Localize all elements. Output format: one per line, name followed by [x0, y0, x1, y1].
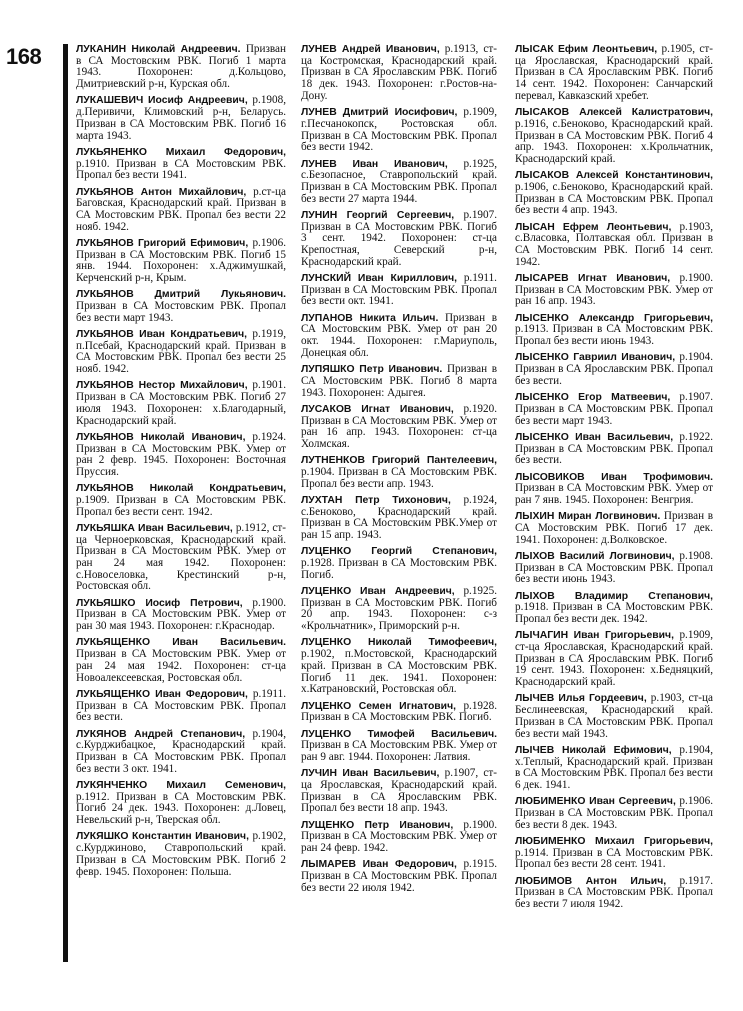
- entry-text: р.1913, ст-ца Костромская, Краснодарский край. Призван в СА Ярославским РВК. Погиб 18 дек. 1943. Похоронен: г.Ростов-на-Дону.: [301, 43, 497, 102]
- list-item: [76, 95, 286, 142]
- entry-name: ЛУКЬЯНОВ Иван Кондратьевич,: [76, 329, 248, 341]
- entry-text: Призван в СА Мостовским РВК. Погиб 8 марта 1943. Похоронен: Адыгея.: [301, 363, 497, 399]
- entry-name: ЛЫЧАГИН Иван Григорьевич,: [515, 630, 674, 642]
- entry-text: Призван в СА Мостовским РВК. Умер от ран 20 окт. 1944. Похоронен: г.Мариуполь, Донецкая обл.: [301, 311, 497, 359]
- entry-text: Призван в СА Мостовским РВК. Умер от ран 24 мая 1942. Похоронен: ст-ца Новоалексеевская, Ростовская обл.: [76, 648, 286, 684]
- list-item: [76, 147, 286, 182]
- entry-text: р.1924. Призван в СА Мостовским РВК. Умер от ран 2 февр. 1945. Похоронен: Восточная Пруссия.: [76, 430, 286, 478]
- list-item: [515, 511, 713, 546]
- entry-name: ЛУКЬЯШКО Иосиф Петрович,: [76, 597, 243, 609]
- list-item: [301, 313, 497, 360]
- list-item: [76, 483, 286, 518]
- entry-text: Призван в СА Мостовским РВК. Погиб 17 дек. 1941. Похоронен: д.Волковское.: [515, 510, 713, 546]
- entry-name: ЛУЩЕНКО Петр Иванович,: [301, 819, 454, 831]
- entry-text: р.1908, д.Перивичи, Климовский р-н, Беларусь. Призван в СА Мостовским РВК. Погиб 16 марта 1943.: [76, 94, 286, 142]
- list-item: [301, 586, 497, 633]
- list-item: [76, 831, 286, 878]
- list-item: [301, 768, 497, 815]
- entry-text: р.1922. Призван в СА Мостовским РВК. Пропал без вести.: [515, 430, 713, 467]
- list-item: [301, 159, 497, 206]
- entry-text: р.1903, ст-ца Беслинеевская, Краснодарский край. Призван в СА Мостовским РВК. Пропал без вести май 1943.: [515, 692, 713, 740]
- entry-name: ЛУЦЕНКО Иван Андреевич,: [301, 586, 455, 598]
- entry-name: ЛЫСАРЕВ Игнат Иванович,: [515, 273, 671, 285]
- entry-text: р.1913. Призван в СА Мостовским РВК. Пропал без вести июнь 1943.: [515, 323, 713, 348]
- list-item: [301, 210, 497, 269]
- entry-name: ЛУКЬЯШКА Иван Васильевич,: [76, 522, 233, 534]
- entry-text: р.1907. Призван в СА Мостовским РВК. Пропал без вести март 1943.: [515, 391, 713, 427]
- entry-name: ЛУКЯНЧЕНКО Михаил Семенович,: [76, 779, 286, 791]
- entry-name: ЛУСАКОВ Игнат Иванович,: [301, 403, 454, 415]
- entry-text: р.1904, с.Курджибацкое, Краснодарский край. Призван в СА Мостовским РВК. Пропал без вести 3 окт. 1941.: [76, 727, 287, 775]
- entry-text: р.1925, с.Безопасное, Ставропольский край. Призван в СА Мостовским РВК. Пропал без вести 27 марта 1944.: [301, 157, 497, 205]
- entry-name: ЛЮБИМЕНКО Иван Сергеевич,: [515, 796, 676, 808]
- list-item: [515, 44, 713, 103]
- entry-name: ЛУКЯНОВ Андрей Степанович,: [76, 728, 246, 740]
- list-item: [301, 44, 497, 103]
- list-item: [515, 352, 713, 387]
- entry-name: ЛЮБИМЕНКО Михаил Григорьевич,: [515, 835, 713, 847]
- list-item: [515, 170, 713, 217]
- margin-rule: [63, 44, 68, 962]
- list-item: [301, 107, 497, 154]
- entry-name: ЛУЧИН Иван Васильевич,: [301, 768, 440, 780]
- list-item: [515, 745, 713, 792]
- entry-name: ЛУЦЕНКО Тимофей Васильевич.: [301, 728, 497, 740]
- entry-text: р.1911. Призван в СА Мостовским РВК. Пропал без вести окт. 1941.: [301, 272, 497, 308]
- entry-name: ЛУКЬЯНОВ Николай Иванович,: [76, 431, 246, 443]
- entry-text: р.1904. Призван в СА Мостовским РВК. Пропал без вести апр. 1943.: [301, 465, 497, 490]
- list-item: [76, 523, 286, 593]
- entry-name: ЛУХТАН Петр Тихонович,: [301, 494, 451, 506]
- entry-name: ЛУНЕВ Дмитрий Иосифович,: [301, 107, 458, 119]
- list-item: [515, 273, 713, 308]
- list-item: [301, 273, 497, 308]
- entry-name: ЛЫХОВ Василий Логвинович,: [515, 550, 675, 562]
- list-item: [515, 836, 713, 871]
- list-item: [301, 455, 497, 490]
- column-3: [515, 44, 713, 915]
- entry-name: ЛУКЬЯЩЕНКО Иван Васильевич.: [76, 637, 286, 649]
- entry-text: р.1907. Призван в СА Мостовским РВК. Погиб 3 сент. 1942. Похоронен: ст-ца Крепостная, Северский р-н, Краснодарский край.: [301, 208, 498, 268]
- entry-name: ЛЫЧЕВ Илья Гордеевич,: [515, 693, 647, 705]
- entry-name: ЛУНСКИЙ Иван Кириллович,: [301, 273, 458, 285]
- entry-text: р.1912. Призван в СА Мостовским РВК. Погиб 24 дек. 1943. Похоронен: д.Ловец, Невельский р-н, Тверская обл.: [76, 790, 286, 827]
- entry-name: ЛУПАНОВ Никита Ильич.: [301, 312, 439, 324]
- entry-text: р.1928. Призван в СА Мостовским РВК. Погиб.: [301, 557, 497, 581]
- entry-name: ЛУНИН Георгий Сергеевич,: [301, 209, 455, 221]
- entry-name: ЛУЦЕНКО Семен Игнатович,: [301, 700, 456, 712]
- entry-name: ЛЫСАН Ефрем Леонтьевич,: [515, 221, 672, 233]
- list-item: [76, 380, 286, 427]
- entry-text: р.1917. Призван в СА Мостовским РВК. Пропал без вести 7 июля 1942.: [515, 874, 714, 911]
- entry-name: ЛУПЯШКО Петр Иванович.: [301, 364, 443, 376]
- list-item: [515, 392, 713, 427]
- entry-name: ЛУЦЕНКО Николай Тимофеевич,: [301, 637, 497, 649]
- entry-name: ЛЫСАКОВ Алексей Калистратович,: [515, 107, 713, 119]
- entry-text: Призван в СА Мостовским РВК. Пропал без вести март 1943.: [76, 300, 286, 324]
- list-item: [515, 630, 713, 689]
- list-item: [301, 637, 497, 696]
- list-item: [515, 876, 713, 911]
- list-item: [76, 729, 286, 776]
- entry-text: р.1902, п.Мостовской, Краснодарский край. Призван в СА Мостовским РВК. Погиб 11 дек. 1941. Похоронен: х.Катрановский, Ростовская обл.: [301, 648, 497, 696]
- list-item: [76, 329, 286, 376]
- entry-text: р.1909, г.Песчанокопск, Ростовская обл. Призван в СА Мостовским РВК. Пропал без вести 1942.: [301, 106, 497, 154]
- list-item: [301, 364, 497, 399]
- list-item: [515, 472, 713, 507]
- entry-text: р.1909. Призван в СА Мостовским РВК. Пропал без вести сент. 1942.: [76, 493, 286, 518]
- entry-text: р.1928. Призван в СА Мостовским РВК. Погиб.: [301, 699, 497, 724]
- entry-text: р.1914. Призван в СА Мостовским РВК. Пропал без вести 28 сент. 1941.: [515, 846, 713, 871]
- list-item: [301, 859, 497, 894]
- entry-text: р.1900. Призван в СА Мостовским РВК. Умер от ран 30 мая 1943. Похоронен: г.Краснодар.: [76, 596, 286, 633]
- entry-name: ЛЫСАКОВ Алексей Константинович,: [515, 170, 713, 182]
- entry-text: р.1904, х.Теплый, Краснодарский край. Призван в СА Мостовским РВК. Пропал без вести 6 дек. 1941.: [515, 743, 713, 791]
- entry-text: р.1916, с.Беноково, Краснодарский край. Призван в СА Мостовским РВК. Погиб 4 апр. 1943. Похоронен: х.Крольчатник, Краснодарский край.: [515, 117, 713, 165]
- entry-text: р.1910. Призван в СА Мостовским РВК. Пропал без вести 1941.: [76, 157, 286, 182]
- list-item: [515, 693, 713, 740]
- list-item: [76, 238, 286, 285]
- entry-name: ЛЫМАРЕВ Иван Федорович,: [301, 859, 457, 871]
- entry-name: ЛУКЯШКО Константин Иванович,: [76, 831, 249, 843]
- entry-text: р.1906, с.Беноково, Краснодарский край. Призван в СА Мостовским РВК. Пропал без вести 4 апр. 1943.: [515, 180, 713, 217]
- entry-name: ЛЫСЕНКО Иван Васильевич,: [515, 431, 674, 443]
- entry-text: р.1900. Призван в СА Мостовским РВК. Умер от ран 24 февр. 1942.: [301, 818, 497, 855]
- entry-name: ЛУТНЕНКОВ Григорий Пантелеевич,: [301, 455, 497, 467]
- entry-name: ЛЫСОВИКОВ Иван Трофимович.: [515, 471, 713, 483]
- entry-text: р.1908. Призван в СА Мостовским РВК. Пропал без вести июнь 1943.: [515, 549, 713, 586]
- entry-name: ЛУКЬЯЩЕНКО Иван Федорович,: [76, 688, 248, 700]
- entry-name: ЛЫСЕНКО Егор Матвеевич,: [515, 392, 671, 404]
- entry-name: ЛЫЧЕВ Николай Ефимович,: [515, 744, 672, 756]
- entry-text: р.ст-ца Баговская, Краснодарский край. Призван в СА Мостовским РВК. Пропал без вести 22 нояб. 1942.: [76, 185, 286, 233]
- list-item: [76, 187, 286, 234]
- entry-name: ЛУКАНИН Николай Андреевич.: [76, 44, 241, 55]
- entry-text: р.1905, ст-ца Ярославская, Краснодарский край. Призван в СА Ярославским РВК. Погиб 14 сент. 1942. Похоронен: Санчарский перевал, Кавказский хребет.: [515, 43, 713, 102]
- entry-text: р.1900. Призван в СА Мостовским РВК. Умер от ран 16 апр. 1943.: [515, 272, 714, 308]
- list-item: [301, 820, 497, 855]
- entry-name: ЛУНЕВ Андрей Иванович,: [301, 44, 440, 55]
- entry-name: ЛЫХОВ Владимир Степанович,: [515, 590, 713, 602]
- entry-text: р.1915. Призван в СА Мостовским РВК. Пропал без вести 22 июля 1942.: [301, 858, 498, 894]
- entry-text: р.1906. Призван в СА Мостовским РВК. Пропал без вести 8 дек. 1943.: [515, 795, 713, 831]
- list-item: [301, 546, 497, 581]
- entry-text: р.1924, с.Беноково, Краснодарский край. Призван в СА Мостовским РВК.Умер от ран 15 апр. 1943.: [301, 493, 498, 542]
- entry-text: р.1901. Призван в СА Мостовским РВК. Погиб 27 июля 1943. Похоронен: х.Благодарный, Краснодарский край.: [76, 379, 286, 427]
- list-item: [515, 591, 713, 626]
- list-item: [76, 637, 286, 684]
- list-item: [301, 701, 497, 724]
- list-item: [515, 796, 713, 831]
- entry-name: ЛУКЬЯНЕНКО Михаил Федорович,: [76, 146, 286, 158]
- entry-text: р.1912, ст-ца Черноерковская, Краснодарский край. Призван в СА Мостовским РВК. Умер от ран 24 мая 1942. Похоронен: с.Новоселовка, Крестинский р-н, Ростовская обл.: [76, 521, 286, 593]
- entry-text: р.1903, с.Власовка, Полтавская обл. Призван в СА Мостовским РВК. Погиб 14 сент. 1942.: [515, 220, 713, 268]
- entry-name: ЛУКЬЯНОВ Антон Михайлович,: [76, 186, 247, 198]
- entry-text: р.1918. Призван в СА Мостовским РВК. Пропал без вести дек. 1942.: [515, 601, 713, 626]
- entry-text: р.1907, ст-ца Ярославская, Краснодарский край. Призван в СА Ярославским РВК. Пропал без вести 18 апр. 1943.: [301, 767, 497, 815]
- column-2: [301, 44, 497, 899]
- entry-text: Призван в СА Мостовским РВК. Умер от ран 9 авг. 1944. Похоронен: Латвия.: [301, 739, 497, 763]
- column-1: [76, 44, 286, 883]
- entry-name: ЛЫХИН Миран Логвинович.: [515, 511, 661, 523]
- entry-name: ЛУКЬЯНОВ Николай Кондратьевич,: [76, 483, 286, 495]
- entry-name: ЛЫСЕНКО Александр Григорьевич,: [515, 312, 713, 324]
- entry-name: ЛУКЬЯНОВ Григорий Ефимович,: [76, 237, 249, 249]
- entry-text: р.1925. Призван в СА Мостовским РВК. Погиб 20 апр. 1943. Похоронен: с-з «Крольчатник», Приморский р-н.: [301, 585, 497, 633]
- page-number: 168: [6, 44, 42, 69]
- list-item: [76, 598, 286, 633]
- list-item: [301, 404, 497, 451]
- list-item: [515, 107, 713, 166]
- list-item: [76, 44, 286, 91]
- list-item: [515, 313, 713, 348]
- list-item: [76, 780, 286, 827]
- list-item: [76, 689, 286, 724]
- list-item: [515, 432, 713, 467]
- entry-text: р.1920. Призван в СА Мостовским РВК. Умер от ран 16 апр. 1943. Похоронен: ст-ца Холмская.: [301, 402, 497, 450]
- entry-name: ЛУКЬЯНОВ Дмитрий Лукьянович.: [76, 289, 286, 301]
- entry-text: Призван в СА Мостовским РВК. Погиб 1 марта 1943. Похоронен: д.Кольцово, Дмитриевский р-н, Курская обл.: [76, 43, 286, 91]
- list-item: [301, 495, 497, 542]
- list-item: [301, 729, 497, 764]
- entry-name: ЛУНЕВ Иван Иванович,: [301, 158, 448, 170]
- entry-text: р.1902, с.Курджиново, Ставропольский край. Призван в СА Мостовским РВК. Погиб 2 февр. 1945. Похоронен: Польша.: [76, 830, 286, 878]
- entry-name: ЛЫСЕНКО Гавриил Иванович,: [515, 352, 676, 364]
- list-item: [76, 289, 286, 324]
- entry-name: ЛЫСАК Ефим Леонтьевич,: [515, 44, 658, 55]
- entry-text: р.1911. Призван в СА Мостовским РВК. Пропал без вести.: [76, 687, 286, 724]
- entry-name: ЛУЦЕНКО Георгий Степанович,: [301, 546, 497, 558]
- entry-name: ЛЮБИМОВ Антон Ильич,: [515, 875, 667, 887]
- entry-text: р.1919, п.Псебай, Краснодарский край. Призван в СА Мостовским РВК. Пропал без вести 25 нояб. 1942.: [76, 328, 286, 376]
- entry-text: Призван в СА Мостовским РВК. Умер от ран 7 янв. 1945. Похоронен: Венгрия.: [515, 482, 713, 506]
- list-item: [515, 222, 713, 269]
- list-item: [515, 551, 713, 586]
- entry-name: ЛУКЬЯНОВ Нестор Михайлович,: [76, 380, 248, 392]
- entry-text: р.1906. Призван в СА Мостовским РВК. Погиб 15 янв. 1944. Похоронен: х.Аджимушкай, Керченский р-н, Крым.: [76, 236, 287, 285]
- entry-name: ЛУКАШЕВИЧ Иосиф Андреевич,: [76, 95, 248, 107]
- list-item: [76, 432, 286, 479]
- entry-text: р.1904. Призван в СА Ярославским РВК. Пропал без вести.: [515, 351, 713, 387]
- entry-text: р.1909, ст-ца Ярославская, Краснодарский край. Призван в СА Ярославским РВК. Погиб 19 сент. 1943. Похоронен: х.Бедняцкий, Краснодарский край.: [515, 629, 714, 689]
